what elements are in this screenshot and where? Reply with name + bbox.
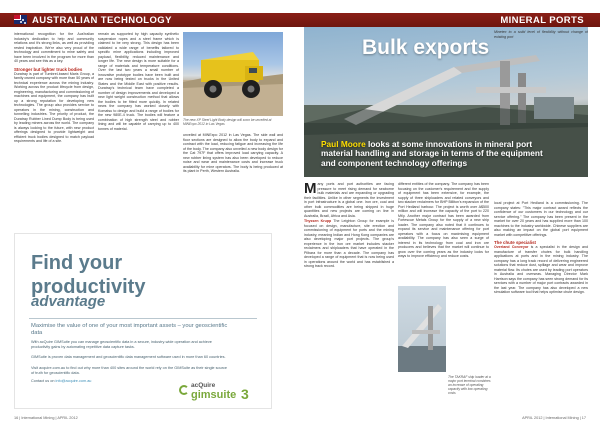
right-col-2: [398, 182, 489, 282]
gimsuite-logo-text: gimsuite: [191, 389, 237, 401]
right-col-3-subhead: The chute specialist: [494, 240, 536, 245]
ad-headline-line-2: productivity: [31, 276, 146, 298]
acquire-advertisement[interactable]: [14, 233, 272, 409]
truck-photo: [183, 32, 283, 116]
acquire-logo-text: acQuire: [191, 382, 216, 389]
ad-body-2: GIMSuite is proven data management and geoscientific data management software used in more than 60 countries.: [31, 355, 226, 359]
truck-photo-caption: The new XP Steel Light Body design will soon be unveiled at MINExpo 2012 in Las Vegas: [183, 118, 272, 127]
right-col-3: [494, 30, 588, 412]
right-col-3-company: Overland Conveyor: [494, 245, 529, 250]
left-col-1-subhead: Stronger but lighter truck bodies: [14, 66, 83, 72]
hero-deck-text: looks at some innovations in mineral port material handling and storage in terms of the equipment and component technology offerings: [321, 139, 543, 168]
left-col-1-body: Duratray is part of Tumbrel-based Maris Group, a family owned company with more than 50 years of technical experience across the mining industry. Working across the product lifecycle from design, engineering, manufacturing and commissioning of machines and equipment, the company has built up a strong reputation for developing new technologies. The group also provides service to operators in the mining, construction and tunnelling industries. The priority of product, the Duratray Rubber Lined Dump Body is being used by leading miners across the world. The company is always looking to the future, with new product offerings designed to provide lightweight and efficient truck bodies designed to match payload requirements and life of a site.: [14, 71, 94, 144]
shiploader-photo-caption: The TAKRAF ship loader at a major port terminal combines an increase of operating capacity with low operating costs: [448, 375, 491, 396]
acquire-gimsuite-logo[interactable]: [179, 382, 265, 404]
acquire-swoosh-icon: [179, 385, 189, 395]
left-page-header: [0, 13, 300, 27]
right-col-1-text-2: The Leighton Group for example is focused on design, manufacture, site erection and commissioning of equipment for ports and the mining industry, meaning Indian and Hong Kong companies are also developing major port projects. The group's experience in the iron ore market includes stacker reclaimers and shiploaders that have operated in the Pilbara for more than a decade. The company has developed a range of equipment that is now being used in operations around the world and has established a strong track record.: [304, 219, 394, 268]
section-title-left: AUSTRALIAN TECHNOLOGY: [32, 15, 172, 26]
right-col-1-company: Thyssen Krupp: [304, 219, 332, 223]
right-col-2-body: different entities of the company. The company has been focusing on the customer's requirement and the supply of equipment has been extensive, for example, the supply of three shiploaders and related conveyors and two stacker reclaimers for BHP Billiton's expansion of the Port Hedland harbour. The project is worth over A$500 million and will increase the capacity of the port to 220 Mt/y. Another major contract has been awarded from Fortescue Metals Group for the supply of a new ship loader. The company also noted that it continues to expand its service and maintenance offering for port operators with a focus on maximising equipment availability. The company has also seen a surge of interest in its technology from coal and iron ore producers and believes that the market will continue to grow over the coming years as the industry looks for ways to improve efficiency and reduce costs.: [398, 182, 489, 258]
right-col-1-body: [304, 182, 394, 218]
right-page-footer: APRIL 2012 | International Mining | 17: [522, 416, 586, 420]
mining-truck-illustration: [183, 32, 283, 116]
dropcap: M: [304, 182, 317, 197]
shiploader-illustration: [398, 286, 446, 372]
right-col-3-body-2: [494, 245, 588, 295]
left-col-1: [14, 32, 94, 228]
ad-contact-email-link[interactable]: info@acquire.com.au: [55, 379, 92, 383]
right-col-1-body-2: [304, 219, 394, 269]
ad-headline-line-3: advantage: [31, 293, 106, 310]
australian-flag-icon: [14, 15, 27, 24]
ad-divider: [29, 318, 257, 319]
hero-deck-author: Paul Moore: [321, 139, 366, 149]
left-col-2-body: remain as supported by high capacity synthetic suspension ropes and a steel frame which is claimed to be very strong. This design has been validated a wide range of benefits tailored to specific mine applications including improved payload, flexibility, reduced maintenance and longer life. The new design is more suitable for a range of materials and temperature conditions. Over the last two years a small number of innovative prototype bodies have been built and are now being tested on trucks in the United States and the Middle East with positive results. Duratray's technical team have completed a number of design improvements and developed a new light weight construction method that allows the bodies to be fitted more quickly. In related news the company has worked closely with Komatsu to design and build a range of bodies for the new 980E-4 truck. The bodies will feature a combination of high strength steel and rubber lining and will be capable of carrying up to 400 tonnes of material.: [98, 32, 179, 131]
right-col-3-text-2: is a specialist in the design and manufacture of transfer chutes for bulk handling applications at ports and in the mining industry. The company has a long track record of delivering engineered solutions that reduce dust, spillage and wear and improve material flow. Its chutes are used by leading port operators in Australia and overseas. Managing Director Mark Harrison says the company has seen strong demand for its services with a number of major port contracts awarded in the last year. The company has also developed a new simulation software tool that helps optimise chute design.: [494, 245, 588, 295]
ad-headline-line-1: Find your: [31, 252, 123, 274]
ad-body-1: With acQuire GIMSuite you can manage geoscientific data in a secure, industry-wide operation and achieve productivity gains by automating repetitive data capture tasks.: [31, 340, 212, 349]
left-page-footer: 16 | International Mining | APRIL 2012: [14, 416, 78, 420]
ad-contact-label: Contact us on: [31, 379, 56, 383]
left-col-2: [98, 32, 179, 228]
gimsuite-logo-version: 3: [241, 386, 249, 402]
section-title-right: MINERAL PORTS: [500, 15, 584, 26]
right-col-1: [304, 182, 394, 412]
ad-body-3: Visit acquire.com.au to find out why more than 400 sites around the world rely on the GIMSuite as their single source of truth for geoscientific data.: [31, 366, 227, 375]
right-col-3-top: Minetec to a solid level of flexibility without change of existing port: [494, 30, 588, 39]
right-col-1-text: any ports and port authorities are facing pressure to meet rising demand for seaborne bulk materials and are expanding or upgrading their facilities. Unlike in other segments the investment in port infrastructure is a global one. Iron ore, coal and other bulk commodities are being shipped in huge quantities and new projects are coming on line in Australia, Brazil, Africa and Asia.: [304, 182, 394, 218]
left-col-3-body: unveiled at MINExpo 2012 in Las Vegas. The side wall and floor sections are designed to allow the body to expand and contract with the load, reducing fatigue and increasing the life of the body. The company also unveiled a new body design for the Cat 797F that offers improved load carrying capacity. A new rubber lining system has also been developed to reduce noise and wear and maintenance costs and increase truck availability for mine operators. The body is being produced at its plant in Perth, Western Australia.: [183, 133, 283, 173]
left-col-1-intro: international recognition for the Aus'tralian industry's dedication to help and community relations and it's strong links, as well as providing rested inspiration. We're also very proud of the technology and commitment to mine safety and have been involved in the program for more than 40 years and see this as a key.: [14, 32, 94, 63]
right-page-header: [300, 13, 600, 27]
right-col-3-body: local project at Port Hedland is a commissioning. The company states: "This major contract award reflects the confidence of our customers in our technology and our service offering." The company has been present in the market for over 20 years and has supplied more than 100 machines to the industry worldwide. Chinese suppliers are also making an impact on the global port equipment market with competitive offerings.: [494, 201, 588, 237]
left-col-3: [183, 133, 283, 228]
hero-title: Bulk exports: [362, 36, 490, 59]
ad-tagline: Maximise the value of one of your most important assets – your geoscientific data: [31, 323, 228, 336]
shiploader-photo: [398, 286, 446, 372]
